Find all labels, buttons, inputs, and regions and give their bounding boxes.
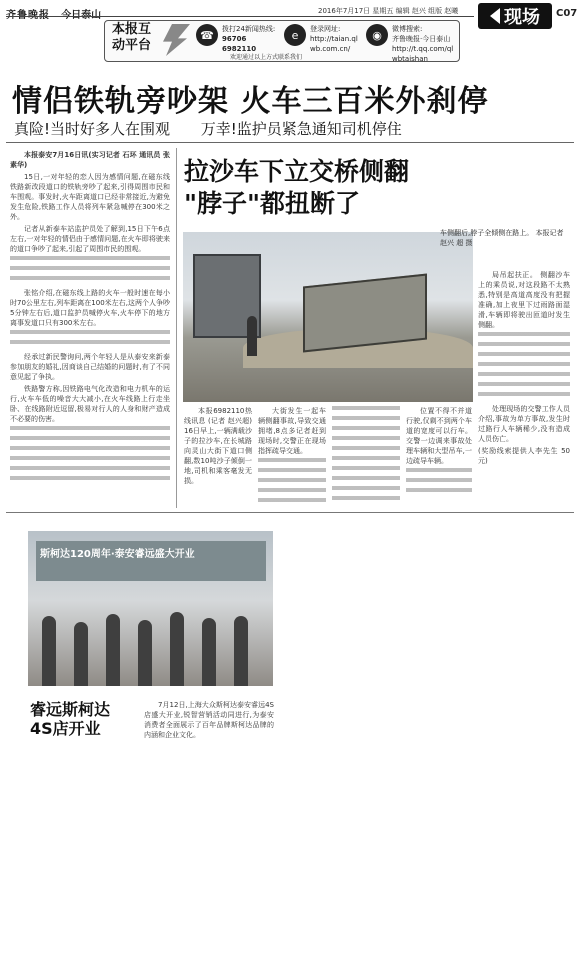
second-story-col-a <box>184 406 252 506</box>
illegible-text-block <box>406 468 472 498</box>
second-col-a-text: 本报6982110热线讯息 (记者 赵兴超) 16日早上,一辆满载沙子的拉沙车,在长城路向灵山大街下道口侧翻,数10吨沙子倾倒一地,司机和乘客毫发无损。 <box>184 407 252 485</box>
lead-paragraph-3: 张铭介绍,在磁东线上路的火车一般时速在每小时70公里左右,列车距离在100米左右,这两个人争吵5分钟左右后,道口监护员喊停火车,火车停下的地方离事发道口只有300米左右。 <box>10 289 170 327</box>
second-col-c-text: 位置不得不并道行驶,仅剩不到两个车道的宽度可以行车。 交警一边调来事故处理车辆和大型吊车,一边疏导车辆。 <box>406 407 472 465</box>
lead-story-column <box>10 150 170 502</box>
photo-person <box>138 620 152 686</box>
lead-paragraph-4: 经承过新民警询问,两个年轻人是从泰安来新泰参加朋友的婚礼,因商谈自己结婚的问题时,有了不同意见起了争执。 <box>10 353 170 381</box>
lead-paragraph-2: 记者从新泰车站监护员处了解到,15日下午6点左右,一对年轻的情侣由于感情问题,在火车即将驶来的道口争吵了起来,引起了周围市民的围观。 <box>10 225 170 253</box>
weibo-value[interactable]: 齐鲁晚报·今日泰山 http://t.qq.com/qlwbtaishan <box>392 35 454 63</box>
second-col-d-p2: 处理现场的交警工作人员介绍,事故为单方事故,发生时过路行人车辆稀少,没有造成人员伤亡。 <box>478 405 570 443</box>
header-rule <box>6 16 474 17</box>
illegible-text-block <box>332 406 400 506</box>
second-story-col-b2 <box>332 406 400 506</box>
weibo-icon: ◉ <box>366 24 388 46</box>
second-story-col-d <box>478 270 570 506</box>
date-line: 2016年7月17日 星期五 编辑 赵兴 组版 赵曦 <box>318 7 459 15</box>
weibo-slot <box>392 24 454 63</box>
photo-person <box>74 622 88 686</box>
photo-person <box>42 616 56 686</box>
arrow-left-icon <box>490 8 500 24</box>
illegible-text-block <box>258 458 326 506</box>
photo-person <box>170 612 184 686</box>
lead-subhead-2: 万幸!监护员紧急通知司机停住 <box>200 120 402 138</box>
photo-banner: 斯柯达120周年·泰安睿远盛大开业 <box>36 541 266 581</box>
hotline-label: 拨打24新闻热线: <box>222 25 276 33</box>
platform-footer: 欢迎通过以上方式联系我们 <box>230 54 303 61</box>
platform-title: 本报互动平台 <box>112 22 152 53</box>
second-col-d-p3: (奖励线索提供人李先生 50元) <box>478 447 570 465</box>
second-story-col-b <box>258 406 326 506</box>
truck-photo <box>183 232 473 402</box>
illegible-text-block <box>10 256 170 286</box>
photo-person <box>234 616 248 686</box>
second-headline <box>184 156 409 220</box>
website-label: 登录网址: <box>310 25 341 33</box>
headline-rule <box>6 142 574 143</box>
lead-paragraph-1: 15日,一对年轻的恋人因为感情问题,在磁东线铁路新改段道口的铁轨旁吵了起来,引得周围市民和车围观。事发时,火车距离道口已经非常接近,为避免发生危险,铁路工作人员将列车紧急喊停在300米之外。 <box>10 173 170 221</box>
lead-subhead-1: 真险!当时好多人在围观 <box>14 120 171 138</box>
second-col-d-p1: 局吊起扶正。 侧翻沙车上的乘员说,对这段路不太熟悉,特别是高道高度没有把握准确,加上夜里下过雨路面湿滑,车辆即将驶出匝道时发生侧翻。 <box>478 271 570 329</box>
website-url[interactable]: http://taian.qlwb.com.cn/ <box>310 35 358 53</box>
weibo-label: 微博搜索: <box>392 25 423 33</box>
lead-byline: 本报泰安7月16日讯(实习记者 石环 通讯员 张素华) <box>10 151 170 169</box>
photo-truck-trailer <box>303 273 427 352</box>
photo-person <box>247 316 257 356</box>
second-headline-line1: 拉沙车下立交桥侧翻 <box>184 157 410 186</box>
column-divider <box>176 148 177 508</box>
hotline-number: 96706 6982110 <box>222 35 257 53</box>
ad-title: 睿远斯柯达 4S店开业 <box>30 700 111 738</box>
photo-caption: 车侧翻后,脖子全倾侧在路上。 本报记者 赵兴 超 摄 <box>440 229 564 247</box>
illegible-text-block <box>478 332 570 402</box>
lead-headline: 情侣铁轨旁吵架 火车三百米外刹停 <box>12 84 489 119</box>
store-opening-photo <box>28 531 273 686</box>
website-slot <box>310 24 360 56</box>
lead-subheads <box>14 118 428 139</box>
section-rule <box>6 512 574 513</box>
lead-paragraph-5: 铁路警方称,因铁路电气化改造和电力机车的运行,火车车低的噪音大大减小,在火车线路上行走坐卧、在线路附近逗留,极易对行人的人身和财产造成不必要的伤害。 <box>10 385 170 423</box>
masthead <box>6 6 101 21</box>
section-tag <box>478 3 552 29</box>
browser-icon: e <box>284 24 306 46</box>
illegible-text-block <box>10 330 170 350</box>
ad-body <box>144 700 274 740</box>
photo-person <box>202 618 216 686</box>
ad-body-text: 7月12日,上海大众斯柯达泰安睿远4S店盛大开业,锐智营销活动同进行,为泰安消费者全面展示了百年品牌斯柯达品牌的内涵和企业文化。 <box>144 701 274 739</box>
page-number: C07 <box>556 8 578 19</box>
second-headline-line2: "脖子"都扭断了 <box>184 189 361 218</box>
illegible-text-block <box>10 426 170 486</box>
photo-person <box>106 614 120 686</box>
second-col-b-text: 大街发生一起车辆侧翻事故,导致交通拥堵,8点多记者赶到现场时,交警正在现场指挥疏导交通。 <box>258 407 326 455</box>
section-name: 现场 <box>504 7 540 28</box>
second-story-col-c <box>406 406 472 506</box>
phone-icon: ☎ <box>196 24 218 46</box>
